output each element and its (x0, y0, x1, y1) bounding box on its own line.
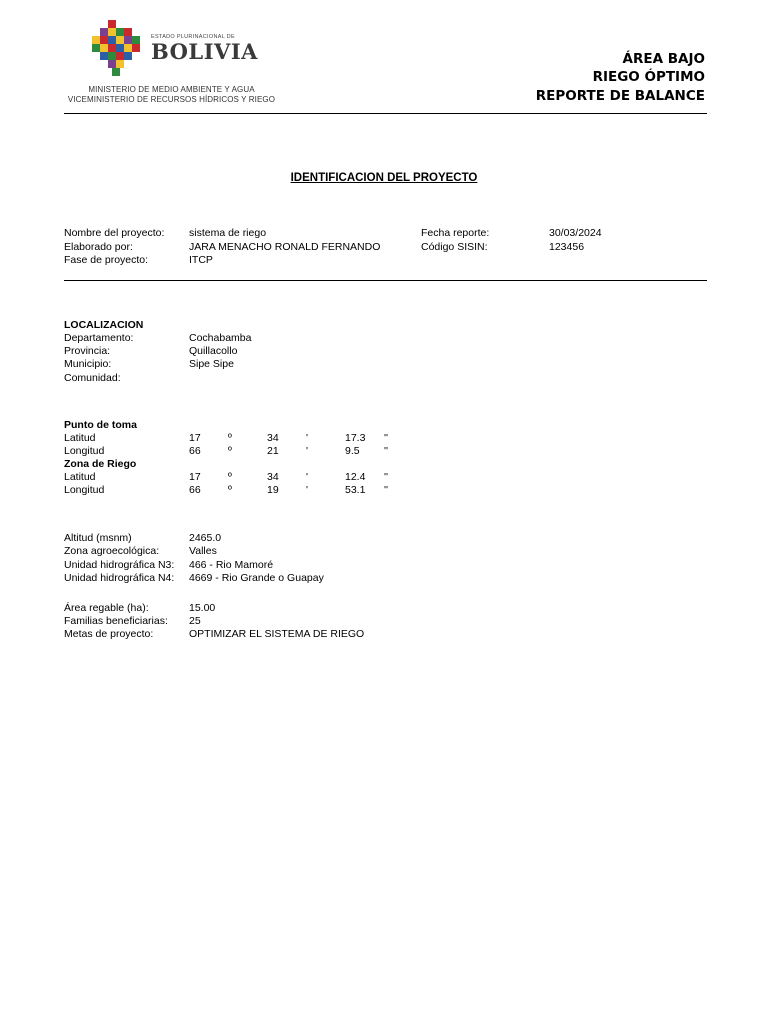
zone-latitude-seconds: 12.4 (345, 471, 366, 483)
minute-symbol: ' (306, 484, 309, 496)
beneficiary-families-value: 25 (189, 615, 201, 627)
logo-country-name: BOLIVIA (151, 39, 258, 64)
beneficiary-families-label: Familias beneficiarias: (64, 615, 168, 627)
project-name-label: Nombre del proyecto: (64, 227, 165, 239)
report-date-value: 30/03/2024 (549, 227, 602, 239)
irrigation-zone-heading: Zona de Riego (64, 458, 137, 470)
phase-label: Fase de proyecto: (64, 254, 149, 266)
project-name-value: sistema de riego (189, 227, 267, 239)
zone-longitude-label: Longitud (64, 484, 105, 496)
phase-value: ITCP (189, 254, 213, 266)
irrigable-area-label: Área regable (ha): (64, 602, 149, 614)
municipality-value: Sipe Sipe (189, 358, 234, 370)
header-divider (64, 113, 707, 114)
intake-longitude-seconds: 9.5 (345, 445, 360, 457)
intake-latitude-minutes: 34 (267, 432, 279, 444)
irrigable-area-value: 15.00 (189, 602, 216, 614)
intake-latitude-seconds: 17.3 (345, 432, 366, 444)
intake-point-heading: Punto de toma (64, 419, 137, 431)
province-value: Quillacollo (189, 345, 238, 357)
second-symbol: '' (384, 484, 389, 496)
report-title-line-1: ÁREA BAJO (622, 51, 705, 67)
degree-symbol: º (228, 445, 232, 457)
report-title-line-3: REPORTE DE BALANCE (535, 88, 705, 104)
project-goals-value: OPTIMIZAR EL SISTEMA DE RIEGO (189, 628, 365, 640)
report-date-label: Fecha reporte: (421, 227, 490, 239)
ministry-name: MINISTERIO DE MEDIO AMBIENTE Y AGUA (88, 85, 255, 94)
province-label: Provincia: (64, 345, 111, 357)
hydro-unit-n3-label: Unidad hidrográfica N3: (64, 559, 175, 571)
second-symbol: '' (384, 432, 389, 444)
zone-latitude-minutes: 34 (267, 471, 279, 483)
hydro-unit-n4-label: Unidad hidrográfica N4: (64, 572, 175, 584)
author-value: JARA MENACHO RONALD FERNANDO (189, 241, 381, 253)
community-label: Comunidad: (64, 372, 121, 384)
zone-longitude-seconds: 53.1 (345, 484, 366, 496)
intake-latitude-label: Latitud (64, 432, 96, 444)
zone-latitude-degrees: 17 (189, 471, 201, 483)
hydro-unit-n3-value: 466 - Rio Mamoré (189, 559, 274, 571)
degree-symbol: º (228, 432, 232, 444)
hydro-unit-n4-value: 4669 - Rio Grande o Guapay (189, 572, 324, 584)
wiphala-logo-icon (86, 14, 146, 80)
intake-longitude-label: Longitud (64, 445, 105, 457)
sisin-code-label: Código SISIN: (421, 241, 488, 253)
second-symbol: '' (384, 445, 389, 457)
location-heading: LOCALIZACION (64, 319, 144, 331)
vice-ministry-name: VICEMINISTERIO DE RECURSOS HÍDRICOS Y RIEGO (67, 95, 276, 104)
zone-longitude-degrees: 66 (189, 484, 201, 496)
section-title: IDENTIFICACION DEL PROYECTO (290, 172, 478, 184)
report-title-line-2: RIEGO ÓPTIMO (592, 69, 705, 85)
zone-longitude-minutes: 19 (267, 484, 279, 496)
minute-symbol: ' (306, 445, 309, 457)
intake-longitude-minutes: 21 (267, 445, 279, 457)
department-value: Cochabamba (189, 332, 252, 344)
zone-latitude-label: Latitud (64, 471, 96, 483)
degree-symbol: º (228, 471, 232, 483)
sisin-code-value: 123456 (549, 241, 585, 253)
intake-longitude-degrees: 66 (189, 445, 201, 457)
department-label: Departamento: (64, 332, 134, 344)
altitude-label: Altitud (msnm) (64, 532, 132, 544)
degree-symbol: º (228, 484, 232, 496)
author-label: Elaborado por: (64, 241, 133, 253)
project-divider (64, 280, 707, 281)
agroecological-zone-label: Zona agroecológica: (64, 545, 160, 557)
project-goals-label: Metas de proyecto: (64, 628, 154, 640)
minute-symbol: ' (306, 432, 309, 444)
municipality-label: Municipio: (64, 358, 112, 370)
altitude-value: 2465.0 (189, 532, 222, 544)
logo-state-label: ESTADO PLURINACIONAL DE (151, 34, 235, 40)
agroecological-zone-value: Valles (189, 545, 217, 557)
second-symbol: '' (384, 471, 389, 483)
intake-latitude-degrees: 17 (189, 432, 201, 444)
minute-symbol: ' (306, 471, 309, 483)
